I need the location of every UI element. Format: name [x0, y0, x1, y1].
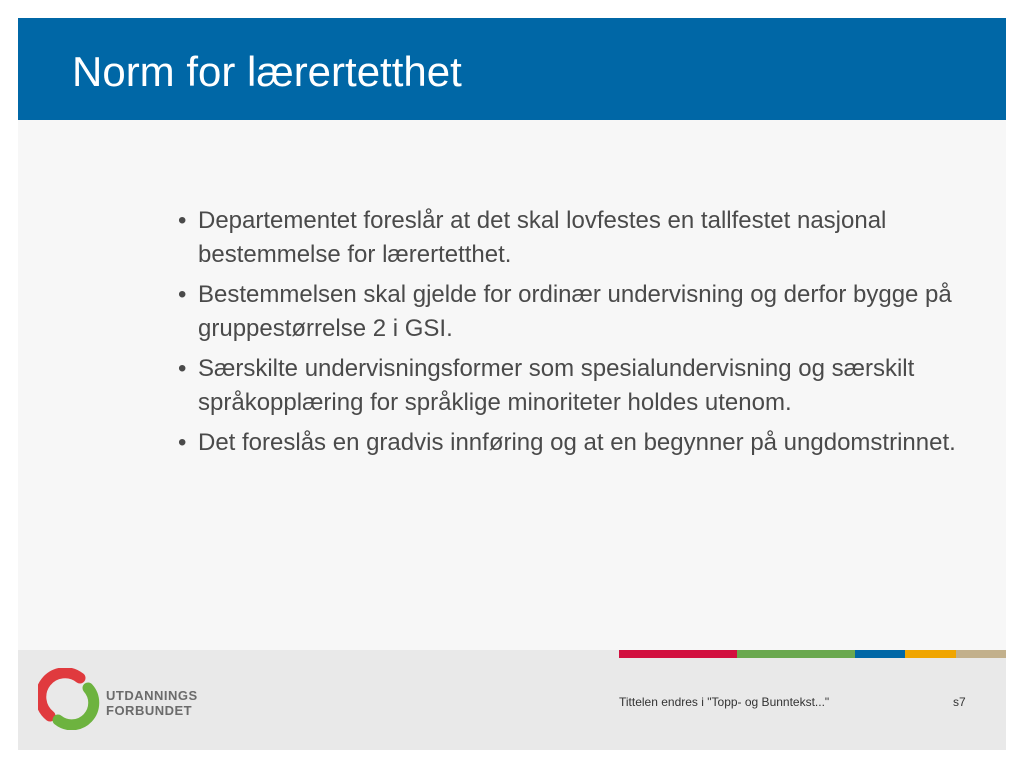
title-bar	[18, 18, 1006, 120]
color-strip-tan	[956, 650, 1006, 658]
bullet-item	[178, 352, 978, 420]
color-strip-blue	[855, 650, 905, 658]
logo-wordmark	[106, 688, 198, 718]
bullet-marker: •	[178, 429, 187, 456]
footer-text: Tittelen endres i "Topp- og Bunntekst..."	[619, 695, 830, 709]
slide-number: s7	[953, 695, 966, 709]
color-strip-red	[619, 650, 737, 658]
footer	[18, 650, 1006, 750]
slide	[18, 18, 1006, 750]
bullet-text: Bestemmelsen skal gjelde for ordinær undervisning og derfor bygge på gruppestørrelse 2 i GSI.	[198, 281, 952, 342]
bullet-text: Det foreslås en gradvis innføring og at en begynner på ungdomstrinnet.	[198, 429, 956, 456]
bullet-text: Departementet foreslår at det skal lovfestes en tallfestet nasjonal bestemmelse for lærertetthet.	[198, 207, 887, 268]
bullet-marker: •	[178, 281, 187, 308]
logo-line-2: FORBUNDET	[106, 703, 193, 718]
bullet-marker: •	[178, 207, 187, 234]
bullet-marker: •	[178, 355, 187, 382]
bullet-list	[178, 204, 978, 466]
bullet-text: Særskilte undervisningsformer som spesialundervisning og særskilt språkopplæring for språklige minoriteter holdes utenom.	[198, 355, 915, 416]
utdanningsforbundet-logo-icon	[38, 668, 100, 730]
color-strip-yellow	[905, 650, 956, 658]
bullet-item	[178, 278, 978, 346]
bullet-item	[178, 204, 978, 272]
slide-title: Norm for lærertetthet	[72, 48, 462, 95]
logo-line-1: UTDANNINGS	[106, 688, 198, 703]
color-strip-green	[737, 650, 855, 658]
color-strip	[619, 650, 1006, 658]
bullet-item	[178, 426, 978, 460]
